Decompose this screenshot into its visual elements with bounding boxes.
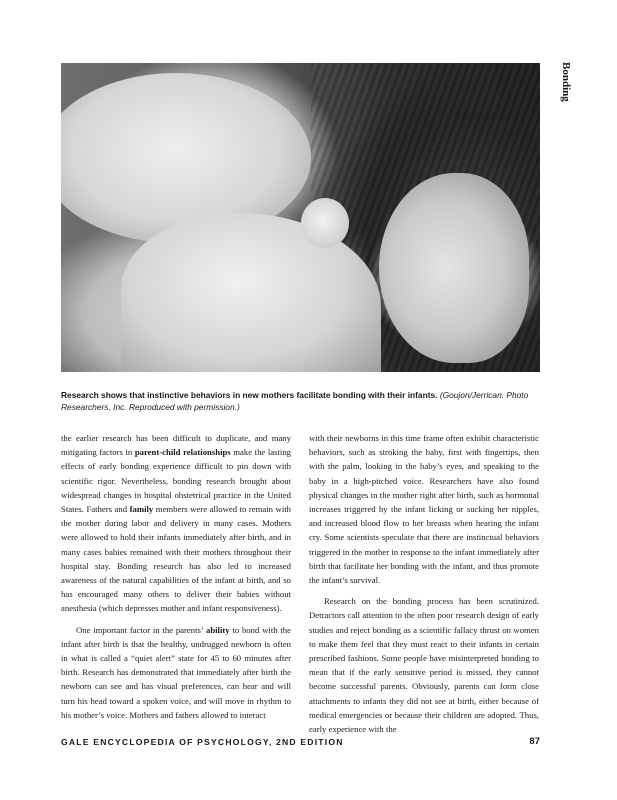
photo-mother-face [379,173,529,363]
caption-text: Research shows that instinctive behaviors in new mothers facilitate bonding with their infants. [61,390,438,400]
term-family: family [129,504,154,515]
photo-caption [61,389,541,413]
footer-title: GALE ENCYCLOPEDIA OF PSYCHOLOGY, 2ND EDITION [61,737,344,747]
right-paragraph-1: with their newborns in this time frame often exhibit characteristic behaviors, such as stroking the baby, first with fingertips, then with the palm, looking in the baby’s eyes, and speaking to the baby in a high-pitched voice. Researchers have also found physical changes in the mother right after birth, such as hormonal increases triggered by the infant licking or sucking her nipples, and increased blood flow to her breasts when hearing the infant cry. Some scientists speculate that there are instinctual behaviors triggered in the mother in response to the infant immediately after birth that facilitate her bonding with the infant, and thus promote the infant’s survival. [309,433,539,586]
left-paragraph-1 [61,431,291,616]
page-number: 87 [529,736,540,747]
term-ability: ability [205,624,230,635]
photo-baby-fist [301,198,349,248]
photo-mother-infant [61,63,540,372]
term-parent-child-relationships: parent-child relationships [134,447,231,458]
text-run: to bond with the infant after birth is that the healthy, undrugged newborn is often in what is called a “quiet alert” state for 45 to 60 minutes after birth. Research has demonstrated that immediately after birth the newborn can see and has visual preferences, can hear and will turn his head toward a spoken voice, and will move in rhythm to his mother’s voice. Mothers and fathers allowed to interact [61,624,291,720]
text-run: the earlier research has been difficult to duplicate, and many mitigating factors in [61,433,291,458]
text-run: members were allowed to remain with the mother during labor and delivery in many cases. Mothers were allowed to hold their infants immediately after birth, and in many cases babies remained with their mothers throughout their hospital stay. Bonding research has also led to increased awareness of the natural capabilities of the infant at birth, and so has encouraged many others to deliver their babies without anesthesia (which depresses mother and infant responsiveness). [61,504,291,614]
left-paragraph-2 [61,623,291,722]
right-column [309,431,539,736]
text-run: One important factor in the parents’ [76,624,206,635]
left-column [61,431,291,722]
running-head [560,62,574,112]
right-paragraph-2: Research on the bonding process has been scrutinized. Detractors call attention to the often poor research design of early studies and reject bonding as a scientific fallacy thrust on women to make them feel that they must react to their infants in certain prescribed fashions. Some people have misinterpreted bonding to mean that if the early sensitive period is missed, they cannot become successful parents. Obviously, parents can form close attachments to infants they did not see at birth, either because of medical emergencies or because their children are adopted. Thus, early experience with the [309,596,539,735]
text-run: make the lasting effects of early bonding experience difficult to pin down with scientific rigor. Nevertheless, bonding research brought about widespread changes in hospital obstetrical practice in the United States. Fathers and [61,447,292,515]
running-head-text: Bonding [560,62,572,102]
caption-credit: (Goujon/Jerrican. Photo Researchers, Inc. Reproduced with permission.) [61,390,529,412]
